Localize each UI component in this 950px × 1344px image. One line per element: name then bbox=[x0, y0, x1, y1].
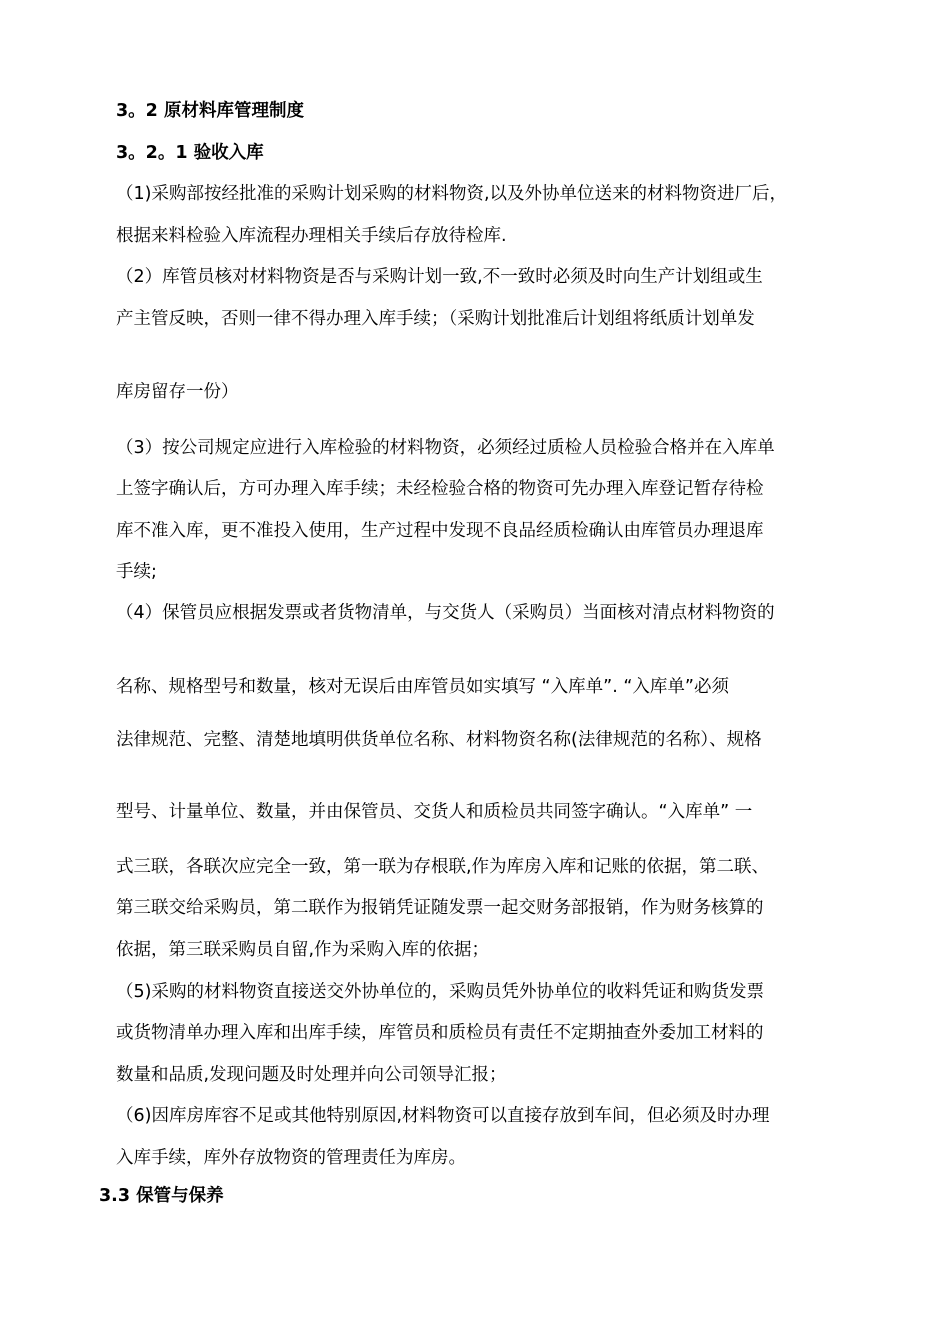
paragraph-4-line-5: 式三联，各联次应完全一致，第一联为存根联,作为库房入库和记账的依据，第二联、 bbox=[116, 857, 770, 877]
paragraph-3-line-2: 上签字确认后，方可办理入库手续；未经检验合格的物资可先办理入库登记暂存待检 bbox=[116, 479, 764, 499]
paragraph-2-line-1: （2）库管员核对材料物资是否与采购计划一致,不一致时必须及时向生产计划组或生 bbox=[116, 267, 763, 287]
paragraph-2-line-2: 产主管反映，否则一律不得办理入库手续；（采购计划批准后计划组将纸质计划单发 bbox=[116, 309, 755, 329]
paragraph-4-line-1: （4）保管员应根据发票或者货物清单，与交货人（采购员）当面核对清点材料物资的 bbox=[116, 603, 775, 623]
paragraph-1-line-1: （1)采购部按经批准的采购计划采购的材料物资,以及外协单位送来的材料物资进厂后， bbox=[116, 184, 788, 204]
paragraph-5-line-3: 数量和品质,发现问题及时处理并向公司领导汇报； bbox=[116, 1065, 507, 1085]
section-heading-3-3: 3.3 保管与保养 bbox=[99, 1186, 224, 1206]
paragraph-4-line-3: 法律规范、完整、清楚地填明供货单位名称、材料物资名称(法律规范的名称）、规格 bbox=[116, 730, 762, 750]
paragraph-4-line-6: 第三联交给采购员，第二联作为报销凭证随发票一起交财务部报销，作为财务核算的 bbox=[116, 898, 764, 918]
paragraph-2-line-3: 库房留存一份） bbox=[116, 382, 239, 402]
subsection-heading-3-2-1 bbox=[116, 141, 264, 165]
paragraph-6-line-1: （6)因库房库容不足或其他特别原因,材料物资可以直接存放到车间，但必须及时办理 bbox=[116, 1106, 770, 1126]
paragraph-4-line-4: 型号、计量单位、数量，并由保管员、交货人和质检员共同签字确认。“入库单” 一 bbox=[116, 802, 753, 822]
paragraph-5-line-1: （5)采购的材料物资直接送交外协单位的，采购员凭外协单位的收料凭证和购货发票 bbox=[116, 982, 764, 1002]
paragraph-4-line-2: 名称、规格型号和数量，核对无误后由库管员如实填写 “入库单”. “入库单”必须 bbox=[116, 677, 729, 697]
paragraph-4-line-7: 依据，第三联采购员自留,作为采购入库的依据； bbox=[116, 940, 490, 960]
section-heading-3-2: 3。2 原材料库管理制度 bbox=[116, 101, 304, 121]
paragraph-3-line-3: 库不准入库，更不准投入使用，生产过程中发现不良品经质检确认由库管员办理退库 bbox=[116, 521, 764, 541]
paragraph-3-line-1: （3）按公司规定应进行入库检验的材料物资，必须经过质检人员检验合格并在入库单 bbox=[116, 438, 775, 458]
subsection-heading-text: 3。2。1 验收入库 bbox=[116, 143, 264, 163]
paragraph-3-line-4: 手续; bbox=[116, 562, 157, 582]
paragraph-1-line-2: 根据来料检验入库流程办理相关手续后存放待检库. bbox=[116, 226, 507, 246]
paragraph-6-line-2: 入库手续，库外存放物资的管理责任为库房。 bbox=[116, 1148, 466, 1168]
paragraph-5-line-2: 或货物清单办理入库和出库手续，库管员和质检员有责任不定期抽查外委加工材料的 bbox=[116, 1023, 764, 1043]
